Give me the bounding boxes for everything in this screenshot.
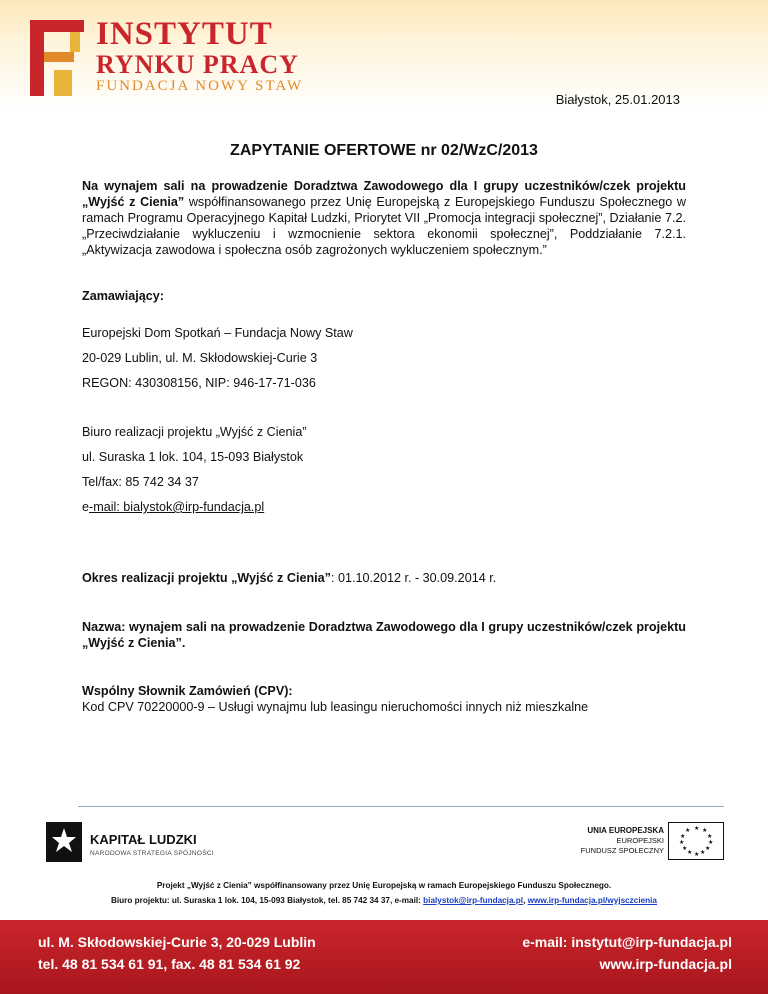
bottom-www[interactable]: www.irp-fundacja.pl <box>599 956 732 972</box>
footer-email-link[interactable]: bialystok@irp-fundacja.pl <box>423 896 524 905</box>
name-label: Nazwa <box>82 620 122 634</box>
footer-office-prefix: Biuro projektu: ul. Suraska 1 lok. 104, 15-093 Białystok, tel. 85 742 34 37, e-mail: <box>110 896 424 905</box>
ordering-address: 20-029 Lublin, ul. M. Skłodowskiej-Curie 3 <box>82 351 318 365</box>
kl-title: KAPITAŁ LUDZKI <box>90 832 197 847</box>
kl-subtitle: NARODOWA STRATEGIA SPÓJNOŚCI <box>90 850 214 857</box>
office-name: Biuro realizacji projektu „Wyjść z Cienia” <box>82 425 307 439</box>
bottom-email[interactable]: e-mail: instytut@irp-fundacja.pl <box>522 934 732 950</box>
bottom-phone: tel. 48 81 534 61 91, fax. 48 81 534 61 92 <box>38 956 301 972</box>
office-email-prefix: e <box>82 500 90 514</box>
document-date: Białystok, 25.01.2013 <box>555 92 680 107</box>
institute-logo <box>16 12 316 100</box>
project-period <box>82 571 496 585</box>
eu-fund-text <box>581 826 664 856</box>
logo-mark-icon <box>30 20 84 96</box>
office-email <box>82 500 264 514</box>
intro-paragraph <box>82 178 686 258</box>
intro-rest: współfinansowanego przez Unię Europejską z Europejskiego Funduszu Społecznego w ramach Programu Operacyjnego Kapitał Ludzki, Priorytet VII „Promocja integracji społecznej”, Działanie 7.2. „Przeciwdziałanie wykluczeniu i wzmocnienie sektora ekonomii społecznej”, Poddziałanie 7.2.1. „Aktywizacja zawodowa i społeczna osób zagrożonych wykluczeniem społecznym.” <box>82 195 686 257</box>
intro-bold: Na wynajem sali na prowadzenie Doradztwa Zawodowego dla I grupy uczestników/czek projektu „Wyjść z Cienia” <box>82 179 686 209</box>
ordering-ids: REGON: 430308156, NIP: 946-17-71-036 <box>82 376 316 390</box>
bottom-contact-band <box>0 920 768 994</box>
logo-line-3: FUNDACJA NOWY STAW <box>96 78 304 94</box>
period-value: : 01.10.2012 r. - 30.09.2014 r. <box>330 571 497 585</box>
order-name <box>82 619 686 651</box>
footer-sep: , <box>523 896 528 905</box>
office-phone: Tel/fax: 85 742 34 37 <box>82 475 199 489</box>
eu-flag-icon: ★ ★ ★ ★ ★ ★ ★ ★ ★ ★ ★ ★ <box>668 822 724 860</box>
period-label: Okres realizacji projektu „Wyjść z Cienia” <box>82 571 331 585</box>
eu-line-3: FUNDUSZ SPOŁECZNY <box>580 846 664 855</box>
cpv-heading: Wspólny Słownik Zamówień (CPV): <box>82 684 293 698</box>
document-title: ZAPYTANIE OFERTOWE nr 02/WzC/2013 <box>230 142 538 159</box>
logo-line-1: INSTYTUT <box>96 16 273 52</box>
logo-line-2: RYNKU PRACY <box>96 50 299 79</box>
footer-project-line: Projekt „Wyjść z Cienia” współfinansowany przez Unię Europejską w ramach Europejskiego Funduszu Społecznego. <box>156 881 612 890</box>
footer-www-link[interactable]: www.irp-fundacja.pl/wyjsczcienia <box>527 896 657 905</box>
office-email-link[interactable]: -mail: bialystok@irp-fundacja.pl <box>89 500 265 514</box>
bottom-address: ul. M. Skłodowskiej-Curie 3, 20-029 Lublin <box>38 934 316 950</box>
office-address: ul. Suraska 1 lok. 104, 15-093 Białystok <box>82 450 304 464</box>
eu-line-1: UNIA EUROPEJSKA <box>587 826 664 835</box>
cpv-code: Kod CPV 70220000-9 – Usługi wynajmu lub leasingu nieruchomości innych niż mieszkalne <box>82 700 589 714</box>
footer-divider <box>78 806 724 807</box>
footer-office-line <box>0 896 768 905</box>
ordering-org: Europejski Dom Spotkań – Fundacja Nowy Staw <box>82 326 353 340</box>
name-value: : wynajem sali na prowadzenie Doradztwa Zawodowego dla I grupy uczestników/czek projektu „Wyjść z Cienia”. <box>82 620 686 650</box>
ordering-heading: Zamawiający: <box>82 289 164 303</box>
kapital-ludzki-logo-icon <box>46 822 82 862</box>
eu-line-2: EUROPEJSKI <box>616 836 664 845</box>
